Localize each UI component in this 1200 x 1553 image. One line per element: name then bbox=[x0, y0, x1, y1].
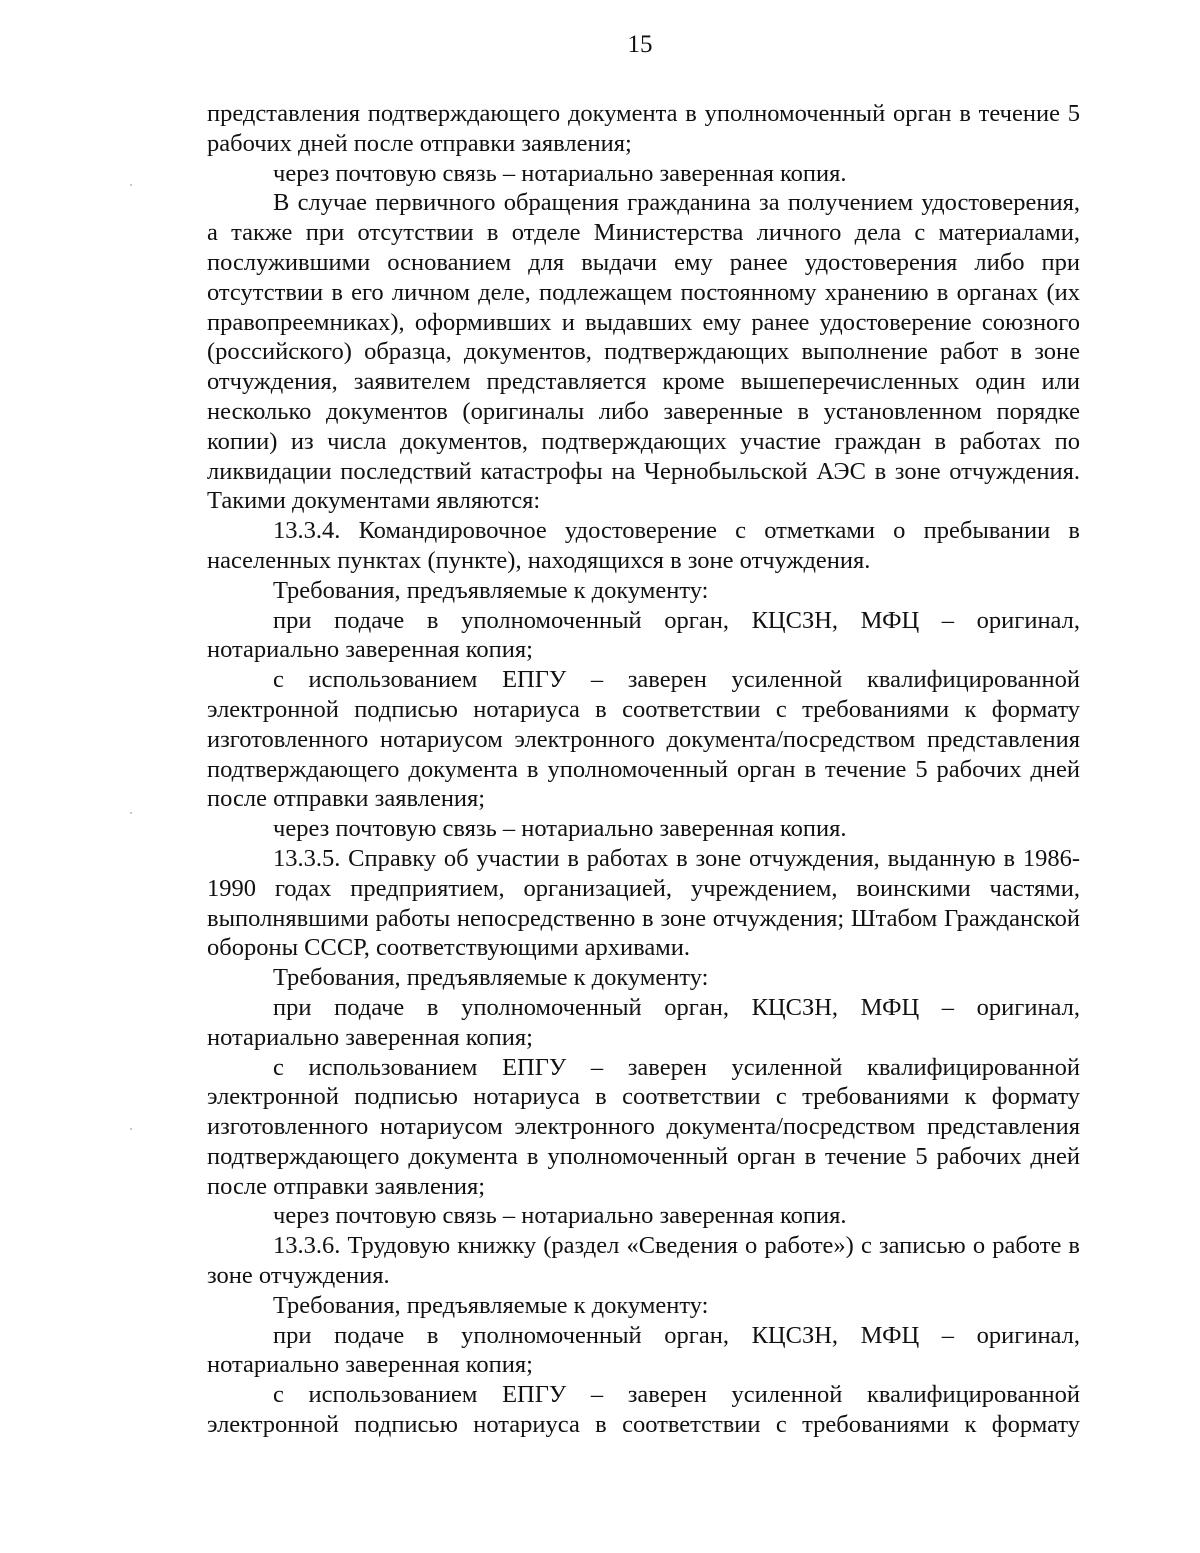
page-number: 15 bbox=[627, 31, 653, 58]
paragraph-13-3-6: 13.3.6. Трудовую книжку (раздел «Сведения о работе») с записью о работе в зоне отчуждения. bbox=[207, 1232, 1080, 1290]
paragraph-epgu: с использованием ЕПГУ – заверен усиленной квалифицированной электронной подписью нотариуса в соответствии с требованиями к формату изготовленного нотариусом электронного документа/посредством представления подтверждающего документа в уполномоченный орган в течение 5 рабочих дней после отправки заявления; bbox=[207, 1053, 1080, 1200]
paragraph-postal: через почтовую связь – нотариально заверенная копия. bbox=[273, 1202, 847, 1230]
paragraph-epgu-truncated: с использованием ЕПГУ – заверен усиленной квалифицированной электронной подписью нотариуса в соответствии с требованиями к формату bbox=[207, 1381, 1080, 1439]
paragraph-submission-original: при подаче в уполномоченный орган, КЦСЗН, МФЦ – оригинал, нотариально заверенная копия; bbox=[207, 1321, 1080, 1379]
scan-speck bbox=[130, 1128, 132, 1130]
paragraph-epgu: с использованием ЕПГУ – заверен усиленной квалифицированной электронной подписью нотариуса в соответствии с требованиями к формату изготовленного нотариусом электронного документа/посредством представления подтверждающего документа в уполномоченный орган в течение 5 рабочих дней после отправки заявления; bbox=[207, 666, 1080, 813]
paragraph-requirements-heading: Требования, предъявляемые к документу: bbox=[273, 1291, 709, 1319]
paragraph-primary-request: В случае первичного обращения гражданина за получением удостоверения, а также при отсутствии в отделе Министерства личного дела с материалами, послужившими основанием для выдачи ему ранее удостоверения либо при отсутствии в его личном деле, подлежащем постоянному хранению в органах (их правопреемниках), оформивших и выдавших ему ранее удостоверение союзного (российского) образца, документов, подтверждающих выполнение работ в зоне отчуждения, заявителем представляется кроме вышеперечисленных один или несколько документов (оригиналы либо заверенные в установленном порядке копии) из числа документов, подтверждающих участие граждан в работах по ликвидации последствий катастрофы на Чернобыльской АЭС в зоне отчуждения. Такими документами являются: bbox=[207, 189, 1080, 515]
paragraph-requirements-heading: Требования, предъявляемые к документу: bbox=[273, 576, 709, 604]
paragraph-submission-original: при подаче в уполномоченный орган, КЦСЗН, МФЦ – оригинал, нотариально заверенная копия; bbox=[207, 993, 1080, 1051]
document-body bbox=[207, 99, 1080, 1440]
paragraph-submission-original: при подаче в уполномоченный орган, КЦСЗН, МФЦ – оригинал, нотариально заверенная копия; bbox=[207, 606, 1080, 664]
paragraph-13-3-4: 13.3.4. Командировочное удостоверение с отметками о пребывании в населенных пунктах (пункте), находящихся в зоне отчуждения. bbox=[207, 517, 1080, 574]
paragraph-postal: через почтовую связь – нотариально заверенная копия. bbox=[273, 159, 847, 187]
paragraph-requirements-heading: Требования, предъявляемые к документу: bbox=[273, 964, 709, 992]
paragraph-13-3-5: 13.3.5. Справку об участии в работах в зоне отчуждения, выданную в 1986-1990 годах предприятием, организацией, учреждением, воинскими частями, выполнявшими работы непосредственно в зоне отчуждения; Штабом Гражданской обороны СССР, соответствующими архивами. bbox=[207, 844, 1080, 962]
scan-speck bbox=[130, 184, 132, 186]
paragraph-continuation: представления подтверждающего документа в уполномоченный орган в течение 5 рабочих дней после отправки заявления; bbox=[207, 100, 1080, 157]
paragraph-postal: через почтовую связь – нотариально заверенная копия. bbox=[273, 815, 847, 843]
scan-speck bbox=[130, 812, 132, 814]
